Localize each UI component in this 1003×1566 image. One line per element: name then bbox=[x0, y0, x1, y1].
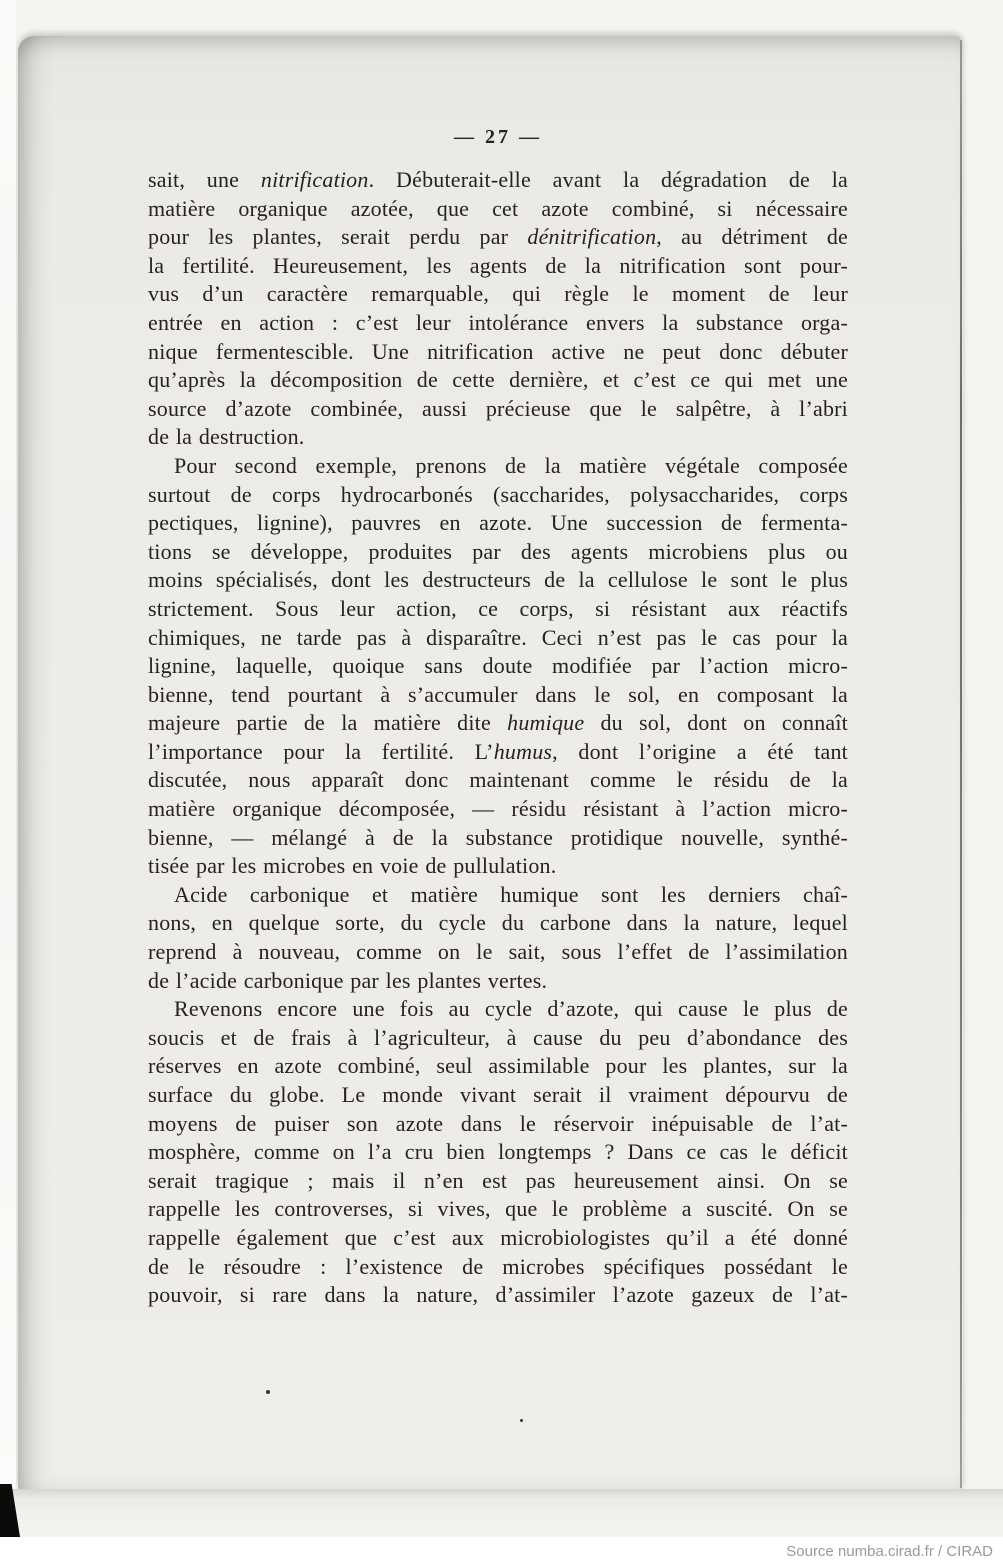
text-line: Revenons encore une fois au cycle d’azote, qui cause le plus de bbox=[174, 996, 848, 1022]
text-line: de l’acide carbonique par les plantes vertes. bbox=[148, 967, 548, 993]
book-page bbox=[18, 36, 963, 1489]
binding-gutter-shadow bbox=[6, 0, 47, 1494]
text-line: tisée par les microbes en voie de pullulation. bbox=[148, 853, 557, 879]
text-line: moins spécialisés, dont les destructeurs de la cellulose le sont le plus bbox=[148, 567, 848, 593]
paragraph bbox=[148, 995, 848, 1310]
text-line: Pour second exemple, prenons de la matière végétale composée bbox=[174, 452, 848, 478]
text-line: la fertilité. Heureusement, les agents de la nitrification sont pour- bbox=[148, 252, 848, 278]
text-line: qu’après la décomposition de cette dernière, et c’est ce qui met une bbox=[148, 367, 848, 393]
page-number: — 27 — bbox=[454, 126, 542, 148]
text-line: tions se développe, produites par des agents microbiens plus ou bbox=[148, 538, 848, 564]
text-line: nique fermentescible. Une nitrification active ne peut donc débuter bbox=[148, 338, 848, 364]
watermark-bar bbox=[0, 1537, 1003, 1566]
text-line: sait, une nitrification. Débuterait-elle avant la dégradation de la bbox=[148, 167, 848, 192]
paragraph bbox=[148, 166, 848, 452]
text-line: reprend à nouveau, comme on le sait, sous l’effet de l’assimilation bbox=[148, 939, 848, 965]
text-line: pouvoir, si rare dans la nature, d’assimiler l’azote gazeux de l’at- bbox=[148, 1282, 848, 1308]
paragraph bbox=[148, 881, 848, 995]
text-line: rappelle les controverses, si vives, que le problème a suscité. On se bbox=[148, 1196, 848, 1222]
text-line: lignine, laquelle, quoique sans doute modifiée par l’action micro- bbox=[148, 653, 848, 679]
text-line: serait tragique ; mais il n’en est pas heureusement ainsi. On se bbox=[148, 1167, 848, 1193]
ink-speck bbox=[520, 1419, 523, 1422]
text-line: matière organique azotée, que cet azote combiné, si nécessaire bbox=[148, 195, 848, 221]
text-line: bienne, tend pourtant à s’accumuler dans le sol, en composant la bbox=[148, 681, 848, 707]
text-line: vus d’un caractère remarquable, qui règle le moment de leur bbox=[148, 281, 848, 307]
text-line: majeure partie de la matière dite humique du sol, dont on connaît bbox=[148, 710, 848, 736]
text-line: surface du globe. Le monde vivant serait il vraiment dépourvu de bbox=[148, 1082, 848, 1107]
text-line: réserves en azote combiné, seul assimilable pour les plantes, sur la bbox=[148, 1053, 848, 1079]
text-line: chimiques, ne tarde pas à disparaître. Ceci n’est pas le cas pour la bbox=[148, 624, 848, 650]
ink-speck bbox=[266, 1390, 270, 1394]
page-bottom-edge-band bbox=[0, 1489, 1003, 1537]
text-line: bienne, — mélangé à de la substance protidique nouvelle, synthé- bbox=[148, 824, 848, 850]
paragraph bbox=[148, 452, 848, 881]
text-line: discutée, nous apparaît donc maintenant comme le résidu de la bbox=[148, 767, 848, 793]
text-line: de le résoudre : l’existence de microbes spécifiques possédant le bbox=[148, 1253, 848, 1279]
text-line: matière organique décomposée, — résidu résistant à l’action micro- bbox=[148, 796, 848, 822]
text-line: de la destruction. bbox=[148, 424, 305, 450]
text-line: moyens de puiser son azote dans le réservoir inépuisable de l’at- bbox=[148, 1110, 848, 1136]
text-line: mosphère, comme on l’a cru bien longtemps ? Dans ce cas le déficit bbox=[148, 1139, 848, 1165]
text-line: source d’azote combinée, aussi précieuse que le salpêtre, à l’abri bbox=[148, 395, 848, 421]
body-text bbox=[148, 166, 848, 1310]
watermark-text: Source numba.cirad.fr / CIRAD bbox=[786, 1543, 993, 1560]
text-line: pour les plantes, serait perdu par dénitrification, au détriment de bbox=[148, 224, 848, 250]
text-line: l’importance pour la fertilité. L’humus, dont l’origine a été tant bbox=[148, 738, 848, 764]
text-line: surtout de corps hydrocarbonés (saccharides, polysaccharides, corps bbox=[148, 481, 848, 507]
text-line: strictement. Sous leur action, ce corps, si résistant aux réactifs bbox=[148, 595, 848, 621]
text-line: soucis et de frais à l’agriculteur, à cause du peu d’abondance des bbox=[148, 1024, 848, 1050]
text-line: entrée en action : c’est leur intolérance envers la substance orga- bbox=[148, 309, 848, 335]
text-line: pectiques, lignine), pauvres en azote. Une succession de fermenta- bbox=[148, 510, 848, 536]
text-line: nons, en quelque sorte, du cycle du carbone dans la nature, lequel bbox=[148, 910, 848, 936]
text-line: Acide carbonique et matière humique sont les derniers chaî- bbox=[174, 881, 848, 907]
page-right-edge-line bbox=[960, 40, 962, 1488]
text-line: rappelle également que c’est aux microbiologistes qu’il a été donné bbox=[148, 1224, 848, 1250]
